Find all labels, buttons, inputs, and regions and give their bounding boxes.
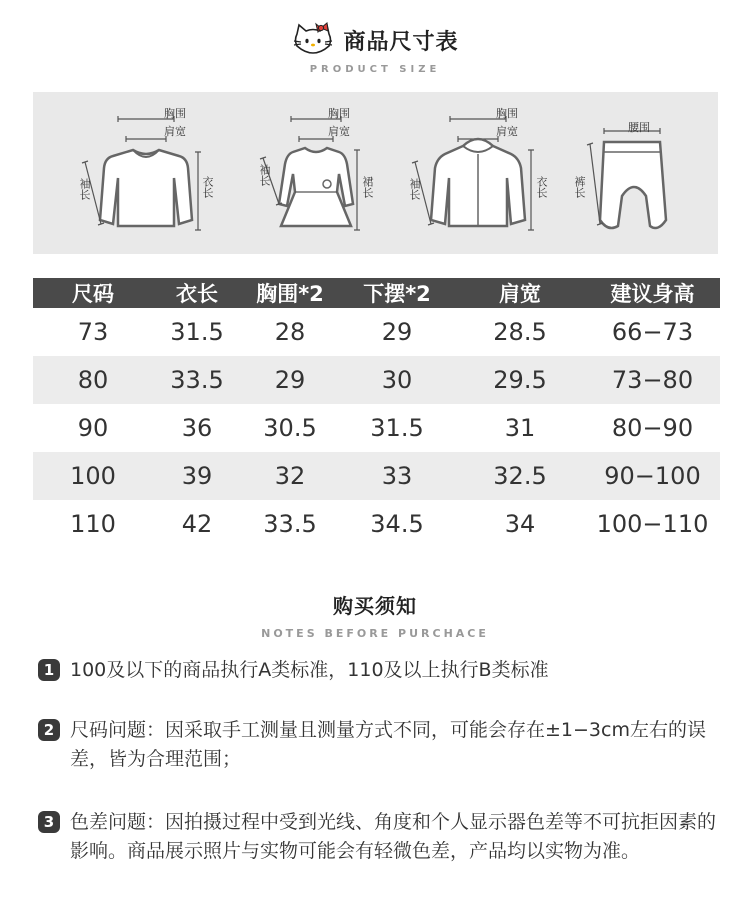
note-item	[38, 656, 718, 685]
page-subtitle: PRODUCT SIZE	[309, 64, 441, 75]
table-cell: 73−80	[585, 356, 720, 404]
table-header-row	[33, 278, 720, 308]
note-number-badge: 1	[38, 659, 60, 681]
table-cell: 66−73	[611, 318, 694, 346]
table-cell: 33	[339, 452, 455, 500]
column-header: 胸围*2	[241, 278, 339, 308]
table-row	[33, 404, 720, 452]
table-cell: 31	[504, 414, 536, 442]
table-cell: 29	[381, 318, 413, 346]
figure-label-shoulder: 肩宽	[164, 125, 186, 138]
column-header: 衣长	[153, 278, 241, 308]
table-cell: 30.5	[263, 414, 317, 442]
note-text: 色差问题：因拍摄过程中受到光线、角度和个人显示器色差等不可抗拒因素的影响。商品展示照片与实物可能会有轻微色差，产品均以实物为准。	[70, 811, 717, 862]
figure-jacket	[403, 92, 563, 254]
figure-label-top: 腰围	[628, 121, 650, 134]
table-row	[33, 452, 720, 500]
table-cell: 31.5	[370, 414, 424, 442]
note-number-badge: 2	[38, 719, 60, 741]
notes-subtitle: NOTES BEFORE PURCHACE	[261, 627, 489, 640]
column-header: 建议身高	[585, 278, 720, 308]
table-cell: 28.5	[493, 318, 547, 346]
figure-label-left: 袖长	[408, 178, 421, 200]
figure-dress	[241, 92, 401, 254]
table-cell: 100	[33, 452, 153, 500]
figure-label-top: 胸围	[164, 107, 186, 120]
table-cell: 33.5	[153, 356, 241, 404]
note-text: 100及以下的商品执行A类标准，110及以上执行B类标准	[70, 659, 549, 681]
table-cell: 73	[77, 318, 109, 346]
table-cell: 36	[181, 414, 213, 442]
page-header	[0, 22, 750, 75]
column-header: 尺码	[33, 278, 153, 308]
notes-header	[0, 590, 750, 640]
size-table	[33, 278, 720, 548]
table-row	[33, 500, 720, 548]
hello-kitty-logo-icon	[291, 22, 335, 58]
figure-sweatshirt	[71, 92, 231, 254]
figure-label-right: 裙长	[361, 176, 374, 198]
table-row	[33, 308, 720, 356]
figure-label-left: 袖长	[78, 178, 91, 200]
note-item	[38, 808, 718, 866]
table-cell: 42	[181, 510, 213, 538]
table-cell: 29.5	[455, 356, 585, 404]
note-text: 尺码问题：因采取手工测量且测量方式不同，可能会存在±1−3cm左右的误差，皆为合理范围；	[70, 719, 706, 770]
measurement-figure-panel	[33, 92, 718, 254]
figure-label-top: 胸围	[496, 107, 518, 120]
note-item	[38, 716, 718, 774]
table-cell: 110	[70, 510, 116, 538]
table-cell: 90	[77, 414, 109, 442]
table-cell: 32.5	[455, 452, 585, 500]
figure-label-left: 裤长	[573, 176, 586, 198]
note-number-badge: 3	[38, 811, 60, 833]
column-header: 肩宽	[455, 278, 585, 308]
table-cell: 33.5	[263, 510, 317, 538]
table-cell: 80−90	[611, 414, 694, 442]
table-cell: 29	[241, 356, 339, 404]
table-cell: 80	[33, 356, 153, 404]
figure-pants	[568, 92, 728, 254]
table-cell: 30	[339, 356, 455, 404]
table-cell: 28	[274, 318, 306, 346]
figure-label-right: 衣长	[201, 176, 214, 198]
figure-label-left: 袖长	[258, 164, 271, 186]
table-row	[33, 356, 720, 404]
figure-label-shoulder: 肩宽	[328, 125, 350, 138]
page-title: 商品尺寸表	[343, 29, 459, 55]
column-header: 下摆*2	[339, 278, 455, 308]
table-cell: 31.5	[170, 318, 224, 346]
table-cell: 39	[153, 452, 241, 500]
table-cell: 32	[241, 452, 339, 500]
table-cell: 34	[504, 510, 536, 538]
figure-label-top: 胸围	[328, 107, 350, 120]
figure-label-right: 衣长	[535, 176, 548, 198]
table-cell: 100−110	[596, 510, 709, 538]
table-cell: 90−100	[585, 452, 720, 500]
table-cell: 34.5	[370, 510, 424, 538]
notes-title: 购买须知	[333, 594, 417, 618]
figure-label-shoulder: 肩宽	[496, 125, 518, 138]
